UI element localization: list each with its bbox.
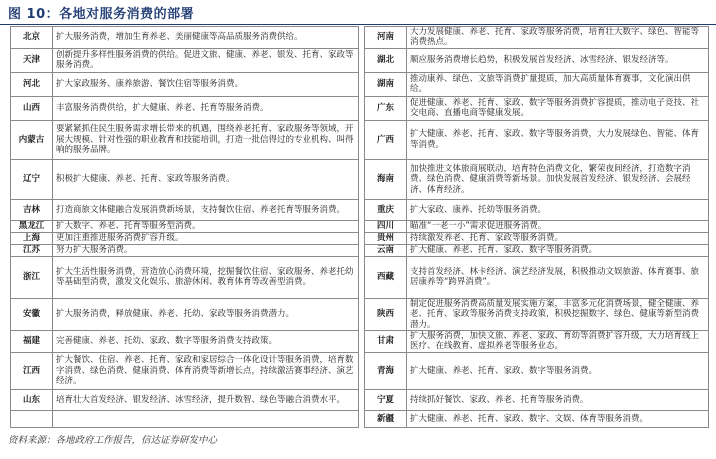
right-region-cell: 海南 bbox=[365, 159, 407, 199]
left-policy-cell: 更加注重推进服务消费扩容升级。 bbox=[53, 232, 359, 244]
table-row bbox=[11, 244, 709, 256]
left-region-cell: 黑龙江 bbox=[11, 220, 53, 232]
left-policy-cell: 打造商旅文体健融合发展消费新场景，支持餐饮住宿、养老托育等服务消费。 bbox=[53, 199, 359, 220]
left-region-cell: 江苏 bbox=[11, 244, 53, 256]
right-policy-cell: 扩大家政、康养、托幼等服务消费。 bbox=[407, 199, 709, 220]
left-region-cell: 江西 bbox=[11, 352, 53, 389]
table-row bbox=[11, 96, 709, 120]
figure-title: 图 10：各地对服务消费的部署 bbox=[8, 7, 195, 22]
right-region-cell: 湖北 bbox=[365, 48, 407, 72]
right-policy-cell: 持续激发养老、托育、家政等服务消费。 bbox=[407, 232, 709, 244]
left-region-cell: 河北 bbox=[11, 72, 53, 96]
right-region-cell: 甘肃 bbox=[365, 331, 407, 353]
right-policy-cell: 大力发展健康、养老、托育、家政等服务消费，培育壮大数字、绿色、智能等消费热点。 bbox=[407, 27, 709, 49]
right-region-cell: 云南 bbox=[365, 244, 407, 256]
left-policy-cell: 创新提升多样性服务消费的供给。促进文旅、健康、养老、银发、托育、家政等服务消费。 bbox=[53, 48, 359, 72]
right-region-cell: 西藏 bbox=[365, 256, 407, 298]
right-region-cell: 广东 bbox=[365, 96, 407, 120]
right-policy-cell: 扩大健康、养老、托育、家政、数字等服务消费。 bbox=[407, 352, 709, 389]
figure-header bbox=[0, 0, 716, 25]
right-region-cell: 贵州 bbox=[365, 232, 407, 244]
right-policy-cell: 顺应服务消费增长趋势，积极发展首发经济、冰雪经济、银发经济等。 bbox=[407, 48, 709, 72]
right-policy-cell: 扩大健康、养老、托育、家政、数字等服务消费。 bbox=[407, 244, 709, 256]
right-policy-cell: 加快推进文体旅商展联动，培育特色消费文化，繁荣夜间经济，打造数字消费、绿色消费、健康消费等新场景。加快发展首发经济、银发经济、会展经济、体育经济。 bbox=[407, 159, 709, 199]
table-row bbox=[11, 256, 709, 298]
right-region-cell: 重庆 bbox=[365, 199, 407, 220]
table-row bbox=[11, 232, 709, 244]
table-row bbox=[11, 298, 709, 330]
left-policy-cell: 扩大服务消费，增加生育养老、美丽健康等高品质服务消费供给。 bbox=[53, 27, 359, 49]
table-row bbox=[11, 331, 709, 353]
left-region-cell: 上海 bbox=[11, 232, 53, 244]
figure-source: 资料来源：各地政府工作报告，信达证券研发中心 bbox=[8, 435, 218, 446]
right-policy-cell: 持续抓好餐饮、家政、养老、托育等服务消费。 bbox=[407, 389, 709, 410]
left-policy-cell: 丰富服务消费供给，扩大健康、养老、托育等服务消费。 bbox=[53, 96, 359, 120]
right-region-cell: 湖南 bbox=[365, 72, 407, 96]
table-row bbox=[11, 27, 709, 49]
left-policy-cell: 培育壮大首发经济、银发经济、冰雪经济，提升数智、绿色等融合消费水平。 bbox=[53, 389, 359, 410]
right-policy-cell: 扩大健康、养老、托育、家政、数字等服务消费，大力发展绿色、智能、体育等消费。 bbox=[407, 120, 709, 159]
table-row bbox=[11, 389, 709, 410]
left-region-cell: 安徽 bbox=[11, 298, 53, 330]
right-region-cell: 宁夏 bbox=[365, 389, 407, 410]
table-row bbox=[11, 120, 709, 159]
left-region-cell: 吉林 bbox=[11, 199, 53, 220]
left-policy-cell: 完善健康、养老、托幼、家政、数字等服务消费支持政策。 bbox=[53, 331, 359, 353]
left-region-cell: 北京 bbox=[11, 27, 53, 49]
right-region-cell: 陕西 bbox=[365, 298, 407, 330]
right-policy-cell: 促进健康、养老、托育、家政、数字等服务消费扩容提质，推动电子竞技、社交电商、直播电商等健康发展。 bbox=[407, 96, 709, 120]
right-region-cell: 广西 bbox=[365, 120, 407, 159]
right-region-cell: 河南 bbox=[365, 27, 407, 49]
left-policy-cell: 扩大服务消费，释放健康、养老、托幼、家政等服务消费潜力。 bbox=[53, 298, 359, 330]
right-policy-cell: 支持首发经济、林卡经济、演艺经济发展，积极推动文娱旅游、体育赛事、旅居康养等“跨界消费”。 bbox=[407, 256, 709, 298]
left-policy-cell: 扩大数字、养老、托育等服务型消费。 bbox=[53, 220, 359, 232]
left-region-cell: 内蒙古 bbox=[11, 120, 53, 159]
table-row bbox=[11, 72, 709, 96]
left-policy-cell: 扩大餐饮、住宿、养老、托育、家政和家居综合一体化设计等服务消费，培育数字消费、绿色消费、健康消费、体育消费等新增长点，持续激活赛事经济、演艺经济。 bbox=[53, 352, 359, 389]
left-region-cell: 福建 bbox=[11, 331, 53, 353]
table-row bbox=[11, 48, 709, 72]
left-region-cell: 辽宁 bbox=[11, 159, 53, 199]
right-policy-cell: 制定促进服务消费高质量发展实施方案，丰富多元化消费场景，健全健康、养老、托育、家政等服务消费支持政策，积极挖掘数字、绿色、健康等新型消费潜力。 bbox=[407, 298, 709, 330]
right-policy-cell: 扩大服务消费，加快文旅、养老、家政、育幼等消费扩容升级，大力培育线上医疗、在线教育、虚拟养老等服务业态。 bbox=[407, 331, 709, 353]
right-region-cell: 四川 bbox=[365, 220, 407, 232]
right-region-cell: 青海 bbox=[365, 352, 407, 389]
right-policy-cell: 推动康养、绿色、文旅等消费扩量提质，加大高质量体育赛事，文化演出供给。 bbox=[407, 72, 709, 96]
table-row bbox=[11, 199, 709, 220]
left-policy-cell: 积极扩大健康、养老、托育、家政等服务消费。 bbox=[53, 159, 359, 199]
left-policy-cell: 努力扩大服务消费。 bbox=[53, 244, 359, 256]
left-policy-cell bbox=[53, 410, 359, 427]
left-policy-cell: 扩大生活性服务消费，营造放心消费环境，挖掘餐饮住宿、家政服务、养老托幼等基础型消费，激发文化娱乐、旅游休闲、教育体育等改善型消费。 bbox=[53, 256, 359, 298]
left-policy-cell: 扩大家政服务、康养旅游、餐饮住宿等服务消费。 bbox=[53, 72, 359, 96]
left-region-cell bbox=[11, 410, 53, 427]
table-row bbox=[11, 352, 709, 389]
right-policy-cell: 瞄准“一老一小”需求促进服务消费。 bbox=[407, 220, 709, 232]
left-region-cell: 天津 bbox=[11, 48, 53, 72]
left-region-cell: 浙江 bbox=[11, 256, 53, 298]
table-row bbox=[11, 410, 709, 427]
left-region-cell: 山西 bbox=[11, 96, 53, 120]
policy-table bbox=[10, 26, 709, 428]
table-row bbox=[11, 220, 709, 232]
right-policy-cell: 扩大健康、养老、托育、家政、数字、文娱、体育等服务消费。 bbox=[407, 410, 709, 427]
left-policy-cell: 要紧紧抓住民生服务需求增长带来的机遇，围绕养老托育、家政服务等领域，开展大规模、针对性强的职业教育和技能培训，打造一批信得过的专业机构、叫得响的服务品牌。 bbox=[53, 120, 359, 159]
right-region-cell: 新疆 bbox=[365, 410, 407, 427]
table-row bbox=[11, 159, 709, 199]
left-region-cell: 山东 bbox=[11, 389, 53, 410]
